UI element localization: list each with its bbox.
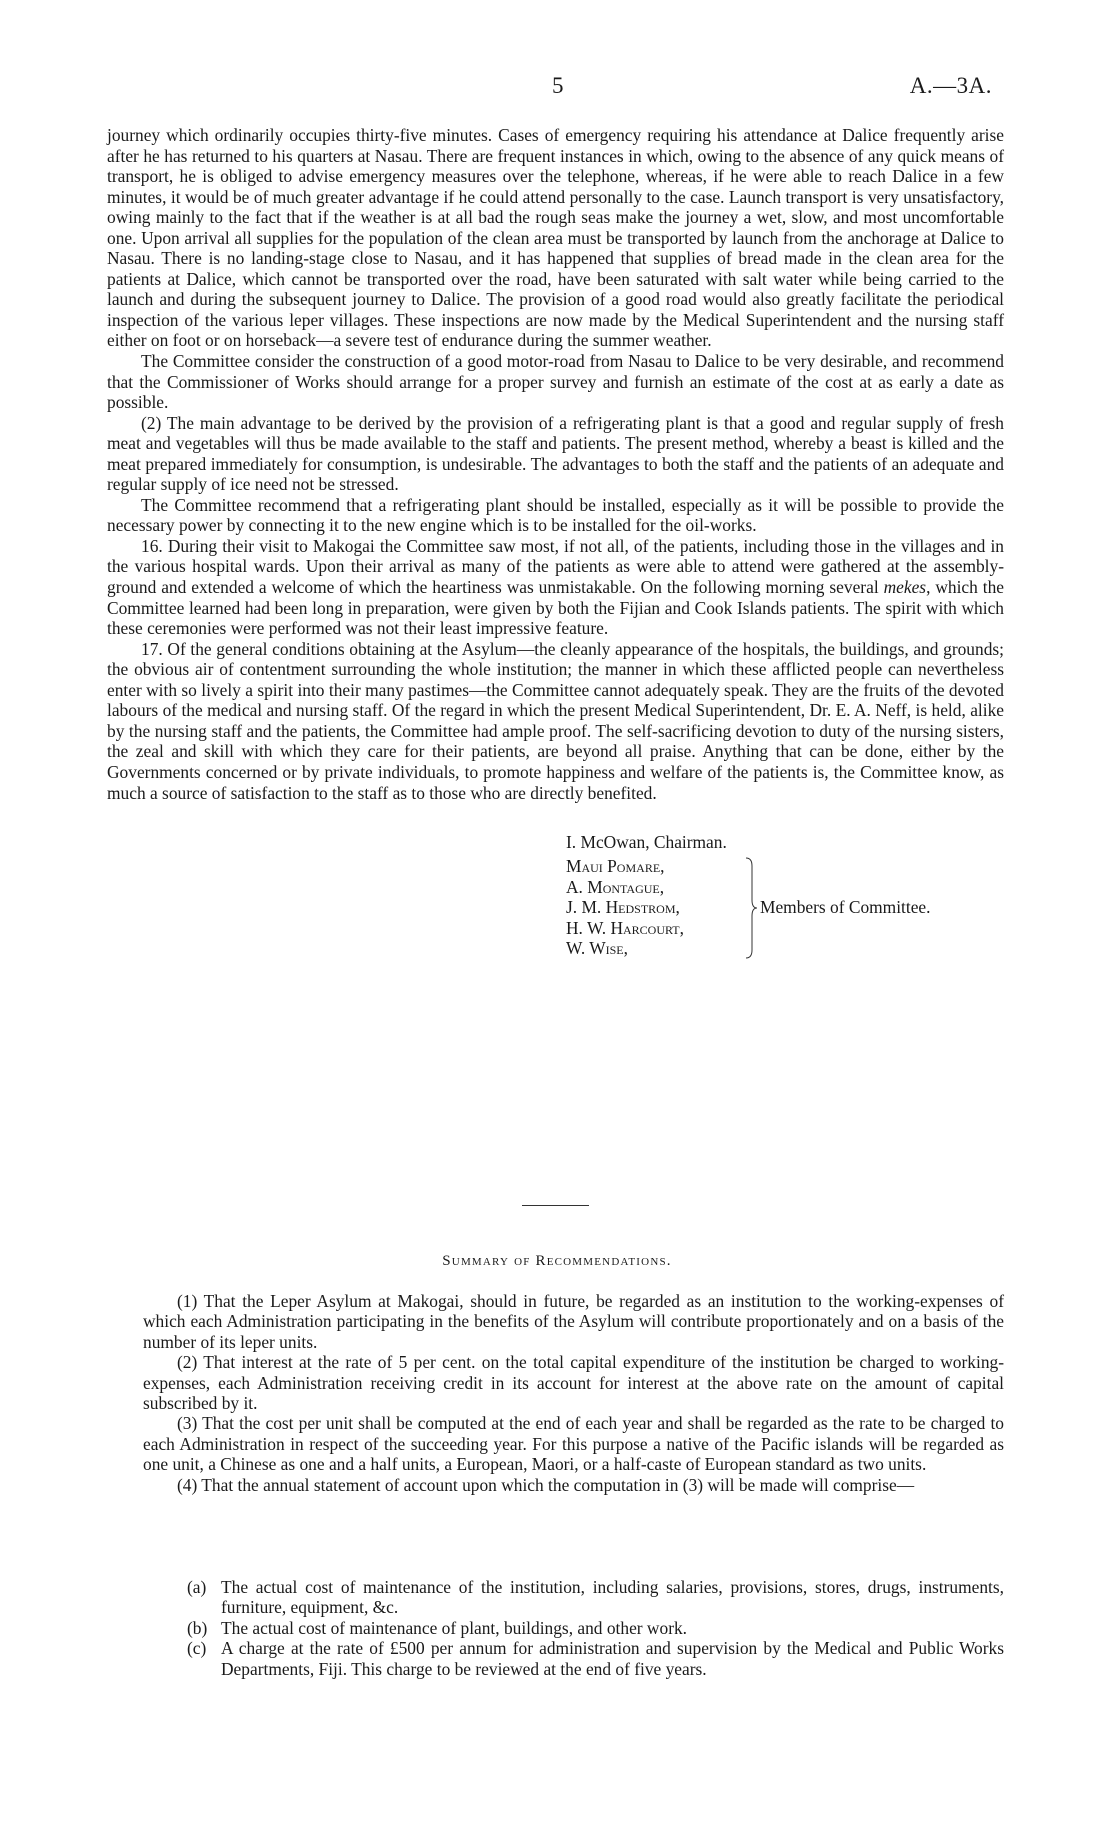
members-label: Members of Committee. (760, 897, 931, 917)
member-name: H. W. Harcourt, (566, 917, 684, 938)
paragraph-refrigerating-plant: (2) The main advantage to be derived by the provision of a refrigerating plant is that a good and regular supply of fresh meat and vegetables will thus be made available to the staff and patients. The present method, whereby a beast is killed and the meat prepared immediately for consumption, is undesirable. The advantages to both the staff and the patients of an adequate and regular supply of ice need not be stressed. (107, 412, 1004, 495)
brace-icon (744, 856, 758, 960)
member-name: A. Montague, (566, 876, 665, 897)
document-reference: A.—3A. (909, 73, 992, 98)
sub-item-text: The actual cost of maintenance of plant, buildings, and other work. (221, 1617, 688, 1638)
paragraph-17-conditions: 17. Of the general conditions obtaining at the Asylum—the cleanly appearance of the hospitals, the buildings, and grounds; the obvious air of contentment surrounding the whole institution; the manner in which these afflicted people can nevertheless enter with so lively a spirit into their many pastimes—the Committee cannot adequately speak. They are the fruits of the devoted labours of the medical and nursing staff. Of the regard in which the present Medical Superintendent, Dr. E. A. Neff, is held, alike by the nursing staff and the patients, the Committee had ample proof. The self-sacrificing devotion to duty of the nursing sisters, the zeal and skill with which they care for their patients, are beyond all praise. Anything that can be done, either by the Governments concerned or by private individuals, to promote happiness and welfare of the patients is, the Committee know, as much a source of satisfaction to the staff as to those who are directly benefited. (107, 638, 1004, 803)
committee-members (566, 856, 684, 959)
chairman-signature: I. McOwan, Chairman. (566, 832, 727, 852)
recommendation-3: (3) That the cost per unit shall be computed at the end of each year and shall be regarded as the rate to be charged to each Administration in respect of the succeeding year. For this purpose a native of the Pacific islands will be regarded as one unit, a Chinese as one and a half units, a European, Maori, or a half-caste of European standard as two units. (143, 1413, 1004, 1475)
member-name: Maui Pomare, (566, 856, 665, 876)
paragraph-16-part-a: 16. During their visit to Makogai the Committee saw most, if not all, of the patients, including those in the villages and in the various hospital wards. Upon their arrival as many of the patients as were able to attend were gathered at the assembly-ground and extended a welcome of which the heartiness was unmistakable. On the following morning several (107, 535, 1004, 598)
member-name: W. Wise, (566, 938, 628, 959)
paragraph-16-part-b: , which the Committee learned had been long in preparation, were given by both the Fijian and Cook Islands patients. The spirit with which these ceremonies were performed was not their least impressive feature. (107, 577, 1004, 639)
sub-item-label: (c) (187, 1638, 207, 1659)
recommendation-1: (1) That the Leper Asylum at Makogai, should in future, be regarded as an institution to the working-expenses of which each Administration participating in the benefits of the Asylum will contribute proportionately and on a basis of the number of its leper units. (143, 1291, 1004, 1352)
report-body (107, 125, 1004, 803)
paragraph-refrigeration-recommendation: The Committee recommend that a refrigerating plant should be installed, especially as it will be possible to provide the necessary power by connecting it to the new engine which is to be installed for the oil-works. (107, 494, 1004, 536)
sub-item-text: A charge at the rate of £500 per annum for administration and supervision by the Medical and Public Works Departments, Fiji. This charge to be reviewed at the end of five years. (221, 1638, 1004, 1679)
paragraph-16-visit (107, 536, 1004, 639)
sub-item-label: (b) (187, 1617, 208, 1638)
summary-heading: Summary of Recommendations. (442, 1253, 672, 1269)
section-divider (522, 1205, 589, 1206)
recommendation-4: (4) That the annual statement of account upon which the computation in (3) will be made will comprise— (177, 1474, 915, 1495)
sub-item (187, 1577, 1004, 1618)
page-number: 5 (552, 73, 564, 98)
recommendation-2: (2) That interest at the rate of 5 per cent. on the total capital expenditure of the institution be charged to working-expenses, each Administration receiving credit in its account for interest at the above rate on the amount of capital subscribed by it. (143, 1352, 1004, 1414)
recommendations (143, 1291, 1004, 1495)
sub-item (187, 1618, 1004, 1638)
recommendation-4-items (187, 1577, 1004, 1679)
paragraph-transport: journey which ordinarily occupies thirty-five minutes. Cases of emergency requiring his attendance at Dalice frequently arise after he has returned to his quarters at Nasau. There are frequent instances in which, owing to the absence of any quick means of transport, he is obliged to advise emergency measures over the telephone, whereas, if he were able to reach Dalice in a few minutes, it would be of much greater advantage if he could attend personally to the case. Launch transport is very unsatisfactory, owing mainly to the fact that if the weather is at all bad the rough seas make the journey a wet, slow, and most uncomfortable one. Upon arrival all supplies for the population of the clean area must be transported by launch from the anchorage at Dalice to Nasau. There is no landing-stage close to Nasau, and it has happened that supplies of bread made in the clean area for the patients at Dalice, which cannot be transported over the road, have been saturated with salt water while being carried to the launch and during the subsequent journey to Dalice. The provision of a good road would also greatly facilitate the periodical inspection of the various leper villages. These inspections are now made by the Medical Superintendent and the nursing staff either on foot or on horseback—a severe test of endurance during the summer weather. (107, 125, 1004, 351)
mekes-term: mekes (883, 577, 927, 598)
paragraph-motor-road: The Committee consider the construction of a good motor-road from Nasau to Dalice to be very desirable, and recommend that the Commissioner of Works should arrange for a proper survey and furnish an estimate of the cost at as early a date as possible. (107, 351, 1004, 413)
sub-item-text: The actual cost of maintenance of the institution, including salaries, provisions, stores, drugs, instruments, furniture, equipment, &c. (221, 1577, 1004, 1618)
sub-item (187, 1638, 1004, 1679)
member-name: J. M. Hedstrom, (566, 897, 680, 918)
sub-item-label: (a) (187, 1577, 207, 1597)
